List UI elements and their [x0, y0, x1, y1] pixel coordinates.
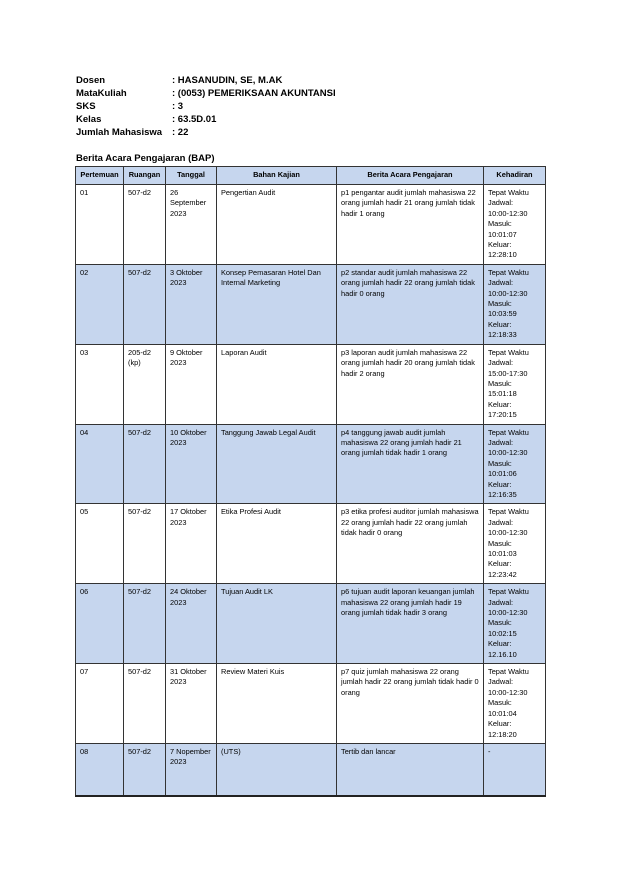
kehadiran-line: - — [488, 746, 491, 756]
cell-ruangan: 507-d2 — [124, 504, 166, 584]
cell-pertemuan: 04 — [76, 424, 124, 504]
kehadiran-line: Keluar: — [488, 240, 512, 250]
jumlah-mahasiswa-row — [76, 126, 336, 139]
kehadiran-line: Jadwal: — [488, 358, 514, 368]
header-berita-acara: Berita Acara Pengajaran — [337, 167, 484, 185]
cell-berita-acara: p6 tujuan audit laporan keuangan jumlah mahasiswa 22 orang jumlah hadir 19 orang jumlah tidak hadir 3 orang — [337, 584, 484, 664]
kehadiran-line: Masuk: — [488, 299, 512, 309]
cell-ruangan: 507-d2 — [124, 424, 166, 504]
header-kehadiran: Kehadiran — [484, 167, 546, 185]
table-row — [76, 743, 546, 796]
kehadiran-line: Jadwal: — [488, 677, 514, 687]
kehadiran-line: 10:01:04 — [488, 708, 517, 718]
cell-berita-acara: p4 tanggung jawab audit jumlah mahasiswa 22 orang jumlah hadir 21 orang jumlah tidak hadir 1 orang — [337, 424, 484, 504]
cell-ruangan: 205-d2 (kp) — [124, 344, 166, 424]
cell-ruangan: 507-d2 — [124, 664, 166, 744]
kehadiran-line: 10:00-12:30 — [488, 288, 528, 298]
table-row — [76, 424, 546, 504]
kehadiran-line: Jadwal: — [488, 517, 514, 527]
kehadiran-line: 12:28:10 — [488, 250, 517, 260]
kelas-label: Kelas — [76, 114, 102, 125]
cell-tanggal: 31 Oktober 2023 — [166, 664, 217, 744]
sks-row — [76, 100, 336, 113]
cell-pertemuan: 05 — [76, 504, 124, 584]
header-bahan-kajian: Bahan Kajian — [217, 167, 337, 185]
cell-pertemuan: 06 — [76, 584, 124, 664]
cell-kehadiran — [484, 264, 546, 344]
cell-bahan-kajian: Tanggung Jawab Legal Audit — [217, 424, 337, 504]
kehadiran-line: Keluar: — [488, 639, 512, 649]
cell-bahan-kajian: Etika Profesi Audit — [217, 504, 337, 584]
matakuliah-value: : (0053) PEMERIKSAAN AKUNTANSI — [172, 88, 336, 99]
kehadiran-line: Jadwal: — [488, 198, 514, 208]
matakuliah-label: MataKuliah — [76, 88, 127, 99]
kehadiran-line: 10:00-12:30 — [488, 208, 528, 218]
header-ruangan: Ruangan — [124, 167, 166, 185]
kehadiran-line: Keluar: — [488, 319, 512, 329]
dosen-value: : HASANUDIN, SE, M.AK — [172, 75, 283, 86]
cell-tanggal: 9 Oktober 2023 — [166, 344, 217, 424]
kehadiran-line: 10:01:06 — [488, 469, 517, 479]
kehadiran-line: 10:00-12:30 — [488, 448, 528, 458]
cell-pertemuan: 07 — [76, 664, 124, 744]
sks-label: SKS — [76, 101, 96, 112]
kehadiran-line: Tepat Waktu — [488, 587, 529, 597]
cell-kehadiran — [484, 743, 546, 796]
kelas-row — [76, 113, 336, 126]
kehadiran-line: Tepat Waktu — [488, 188, 529, 197]
kehadiran-line: Jadwal: — [488, 278, 514, 288]
kehadiran-line: Keluar: — [488, 719, 512, 729]
table-row — [76, 264, 546, 344]
kehadiran-line: 10:03:59 — [488, 309, 517, 319]
cell-berita-acara: p3 laporan audit jumlah mahasiswa 22 orang jumlah hadir 20 orang jumlah tidak hadir 2 orang — [337, 344, 484, 424]
kehadiran-line: 12:16:35 — [488, 489, 517, 499]
kehadiran-line: 10:01:03 — [488, 549, 517, 558]
kehadiran-line: Jadwal: — [488, 437, 514, 447]
cell-ruangan: 507-d2 — [124, 185, 166, 265]
kehadiran-line: 10:00-12:30 — [488, 528, 528, 538]
cell-pertemuan: 08 — [76, 743, 124, 796]
cell-bahan-kajian: Laporan Audit — [217, 344, 337, 424]
cell-tanggal: 17 Oktober 2023 — [166, 504, 217, 584]
kelas-value: : 63.5D.01 — [172, 114, 217, 125]
cell-tanggal: 7 Nopember 2023 — [166, 743, 217, 796]
kehadiran-line: 10:00-12:30 — [488, 608, 528, 618]
cell-kehadiran — [484, 185, 546, 265]
cell-kehadiran — [484, 664, 546, 744]
kehadiran-line: Tepat Waktu — [488, 667, 529, 677]
course-info — [76, 74, 336, 139]
kehadiran-line: 12:23:42 — [488, 569, 517, 579]
kehadiran-line: 10:02:15 — [488, 628, 517, 638]
cell-bahan-kajian: Konsep Pemasaran Hotel Dan Internal Marketing — [217, 264, 337, 344]
kehadiran-line: 10:00-12:30 — [488, 687, 528, 697]
sks-value: : 3 — [172, 101, 184, 112]
cell-berita-acara: p7 quiz jumlah mahasiswa 22 orang jumlah hadir 22 orang jumlah tidak hadir 0 orang — [337, 664, 484, 744]
kehadiran-line: 12:18:20 — [488, 729, 517, 739]
header-pertemuan: Pertemuan — [76, 167, 124, 185]
cell-ruangan: 507-d2 — [124, 264, 166, 344]
kehadiran-line: Jadwal: — [488, 597, 514, 607]
kehadiran-line: 10:01:07 — [488, 229, 517, 239]
cell-pertemuan: 02 — [76, 264, 124, 344]
kehadiran-line: Masuk: — [488, 378, 512, 388]
cell-berita-acara: Tertib dan lancar — [337, 743, 484, 796]
table-body — [76, 185, 546, 797]
dosen-row — [76, 74, 336, 87]
cell-berita-acara: p1 pengantar audit jumlah mahasiswa 22 orang jumlah hadir 21 orang jumlah tidak hadir 1 orang — [337, 185, 484, 265]
section-title: Berita Acara Pengajaran (BAP) — [76, 153, 215, 164]
kehadiran-line: 17:20:15 — [488, 410, 517, 420]
kehadiran-line: Masuk: — [488, 219, 512, 229]
kehadiran-line: 12.16.10 — [488, 649, 517, 659]
dosen-label: Dosen — [76, 75, 106, 86]
kehadiran-line: Masuk: — [488, 538, 512, 548]
cell-kehadiran — [484, 584, 546, 664]
kehadiran-line: Keluar: — [488, 559, 512, 569]
kehadiran-line: 15:01:18 — [488, 389, 517, 399]
cell-kehadiran — [484, 344, 546, 424]
bap-table — [75, 166, 546, 797]
kehadiran-line: Keluar: — [488, 399, 512, 409]
cell-berita-acara: p2 standar audit jumlah mahasiswa 22 orang jumlah hadir 22 orang jumlah tidak hadir 0 orang — [337, 264, 484, 344]
kehadiran-line: Masuk: — [488, 458, 512, 468]
kehadiran-line: Masuk: — [488, 698, 512, 708]
kehadiran-line: Tepat Waktu — [488, 507, 529, 517]
kehadiran-line: Tepat Waktu — [488, 267, 529, 277]
table-row — [76, 664, 546, 744]
jumlah-mahasiswa-value: : 22 — [172, 127, 189, 138]
cell-tanggal: 26 September 2023 — [166, 185, 217, 265]
cell-ruangan: 507-d2 — [124, 743, 166, 796]
cell-bahan-kajian: (UTS) — [217, 743, 337, 796]
cell-pertemuan: 01 — [76, 185, 124, 265]
kehadiran-line: 15:00-17:30 — [488, 368, 528, 378]
kehadiran-line: Tepat Waktu — [488, 347, 529, 357]
cell-kehadiran — [484, 504, 546, 584]
cell-berita-acara: p3 etika profesi auditor jumlah mahasiswa 22 orang jumlah hadir 22 orang jumlah tidak hadir 0 orang — [337, 504, 484, 584]
kehadiran-line: 12:18:33 — [488, 330, 517, 340]
cell-kehadiran — [484, 424, 546, 504]
matakuliah-row — [76, 87, 336, 100]
header-tanggal: Tanggal — [166, 167, 217, 185]
kehadiran-line: Tepat Waktu — [488, 427, 529, 437]
table-row — [76, 344, 546, 424]
cell-pertemuan: 03 — [76, 344, 124, 424]
cell-tanggal: 24 Oktober 2023 — [166, 584, 217, 664]
cell-bahan-kajian: Tujuan Audit LK — [217, 584, 337, 664]
cell-tanggal: 3 Oktober 2023 — [166, 264, 217, 344]
cell-tanggal: 10 Oktober 2023 — [166, 424, 217, 504]
cell-bahan-kajian: Pengertian Audit — [217, 185, 337, 265]
cell-bahan-kajian: Review Materi Kuis — [217, 664, 337, 744]
table-row — [76, 504, 546, 584]
table-row — [76, 185, 546, 265]
kehadiran-line: Masuk: — [488, 618, 512, 628]
kehadiran-line: Keluar: — [488, 479, 512, 489]
jumlah-mahasiswa-label: Jumlah Mahasiswa — [76, 127, 163, 138]
table-header-row — [76, 167, 546, 185]
cell-ruangan: 507-d2 — [124, 584, 166, 664]
table-row — [76, 584, 546, 664]
